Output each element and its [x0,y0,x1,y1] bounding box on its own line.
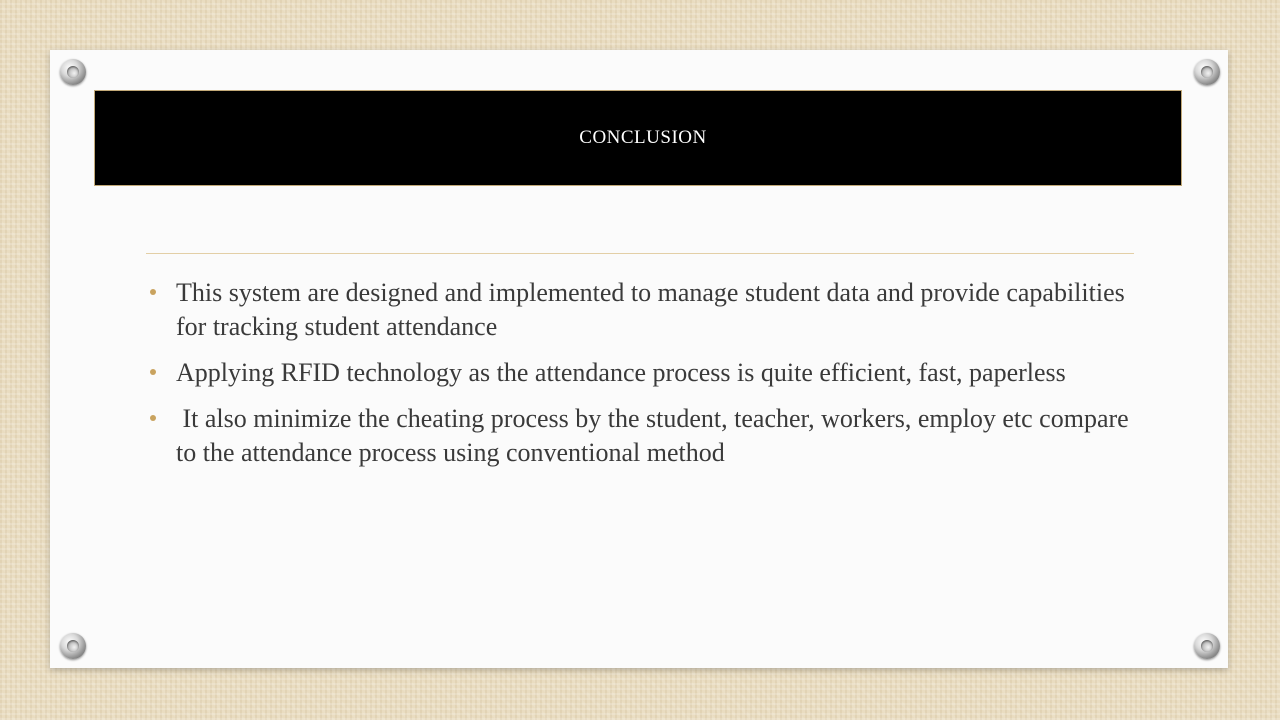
title-divider [146,253,1134,254]
slide-title: CONCLUSION [579,127,707,148]
bullet-text: This system are designed and implemented to manage student data and provide capabilities for tracking student attendance [176,278,1125,341]
bullet-dot-icon [150,415,156,421]
title-bar [94,90,1182,186]
bullet-text: Applying RFID technology as the attendance process is quite efficient, fast, paperless [176,358,1066,387]
grommet-bottom-right-icon [1194,633,1220,659]
bullet-dot-icon [150,289,156,295]
bullet-item [146,276,1146,344]
bullet-item [146,402,1146,470]
bullet-text: It also minimize the cheating process by the student, teacher, workers, employ etc compare to the attendance process using conventional method [176,404,1136,467]
grommet-bottom-left-icon [60,633,86,659]
grommet-top-left-icon [60,59,86,85]
bullet-item [146,356,1146,390]
slide-card [50,50,1228,668]
grommet-top-right-icon [1194,59,1220,85]
bullet-dot-icon [150,369,156,375]
bullet-list [146,276,1146,482]
